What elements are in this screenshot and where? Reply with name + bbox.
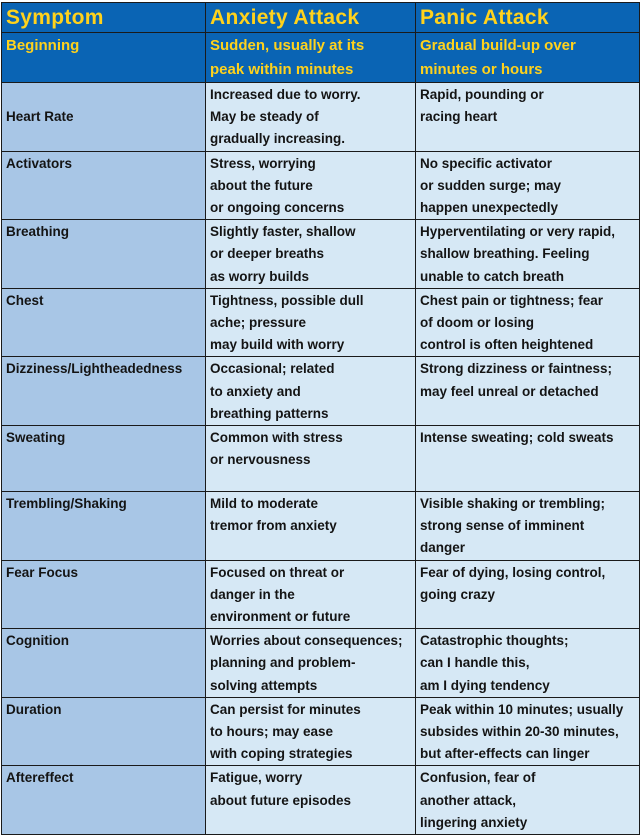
table-row xyxy=(2,766,640,835)
anxiety-cell: Can persist for minutes to hours; may ease with coping strategies xyxy=(206,697,416,766)
symptom-cell: Activators xyxy=(2,151,206,220)
table-row xyxy=(2,288,640,357)
header-symptom: Symptom xyxy=(2,3,206,33)
symptom-cell: Sweating xyxy=(2,426,206,492)
symptom-cell: Duration xyxy=(2,697,206,766)
table-row xyxy=(2,492,640,561)
header-anxiety-beginning: Sudden, usually at its peak within minutes xyxy=(206,33,416,83)
table-header xyxy=(2,3,640,83)
anxiety-cell: Occasional; related to anxiety and breathing patterns xyxy=(206,357,416,426)
table-row xyxy=(2,697,640,766)
header-panic-beginning: Gradual build-up over minutes or hours xyxy=(416,33,640,83)
panic-cell: Strong dizziness or faintness; may feel unreal or detached xyxy=(416,357,640,426)
symptom-cell: Cognition xyxy=(2,629,206,698)
table-row xyxy=(2,151,640,220)
anxiety-cell: Worries about consequences; planning and problem- solving attempts xyxy=(206,629,416,698)
anxiety-cell: Slightly faster, shallow or deeper breaths as worry builds xyxy=(206,220,416,289)
symptom-cell: Trembling/Shaking xyxy=(2,492,206,561)
symptom-cell: Heart Rate xyxy=(2,83,206,152)
anxiety-cell: Increased due to worry. May be steady of gradually increasing. xyxy=(206,83,416,152)
table-row xyxy=(2,357,640,426)
table-row xyxy=(2,560,640,629)
anxiety-cell: Stress, worrying about the future or ongoing concerns xyxy=(206,151,416,220)
anxiety-cell: Tightness, possible dull ache; pressure may build with worry xyxy=(206,288,416,357)
anxiety-cell: Mild to moderate tremor from anxiety xyxy=(206,492,416,561)
panic-cell: Visible shaking or trembling; strong sense of imminent danger xyxy=(416,492,640,561)
panic-cell: Confusion, fear of another attack, lingering anxiety xyxy=(416,766,640,835)
panic-cell: Catastrophic thoughts; can I handle this, am I dying tendency xyxy=(416,629,640,698)
panic-cell: Intense sweating; cold sweats xyxy=(416,426,640,492)
anxiety-cell: Focused on threat or danger in the environment or future xyxy=(206,560,416,629)
panic-cell: Rapid, pounding or racing heart xyxy=(416,83,640,152)
panic-cell: Peak within 10 minutes; usually subsides within 20-30 minutes, but after-effects can linger xyxy=(416,697,640,766)
symptom-cell: Dizziness/Lightheadedness xyxy=(2,357,206,426)
table-row xyxy=(2,83,640,152)
table-row xyxy=(2,629,640,698)
comparison-table xyxy=(1,2,640,835)
anxiety-cell: Fatigue, worry about future episodes xyxy=(206,766,416,835)
header-beginning-label: Beginning xyxy=(2,33,206,83)
panic-cell: Fear of dying, losing control, going crazy xyxy=(416,560,640,629)
table-row xyxy=(2,426,640,492)
header-anxiety-attack: Anxiety Attack xyxy=(206,3,416,33)
header-panic-attack: Panic Attack xyxy=(416,3,640,33)
table-body xyxy=(2,83,640,835)
anxiety-cell: Common with stress or nervousness xyxy=(206,426,416,492)
symptom-cell: Aftereffect xyxy=(2,766,206,835)
panic-cell: Hyperventilating or very rapid, shallow breathing. Feeling unable to catch breath xyxy=(416,220,640,289)
header-beginning-row xyxy=(2,33,640,83)
symptom-cell: Fear Focus xyxy=(2,560,206,629)
symptom-cell: Chest xyxy=(2,288,206,357)
panic-cell: Chest pain or tightness; fear of doom or losing control is often heightened xyxy=(416,288,640,357)
table-row xyxy=(2,220,640,289)
header-title-row xyxy=(2,3,640,33)
symptom-cell: Breathing xyxy=(2,220,206,289)
panic-cell: No specific activator or sudden surge; may happen unexpectedly xyxy=(416,151,640,220)
